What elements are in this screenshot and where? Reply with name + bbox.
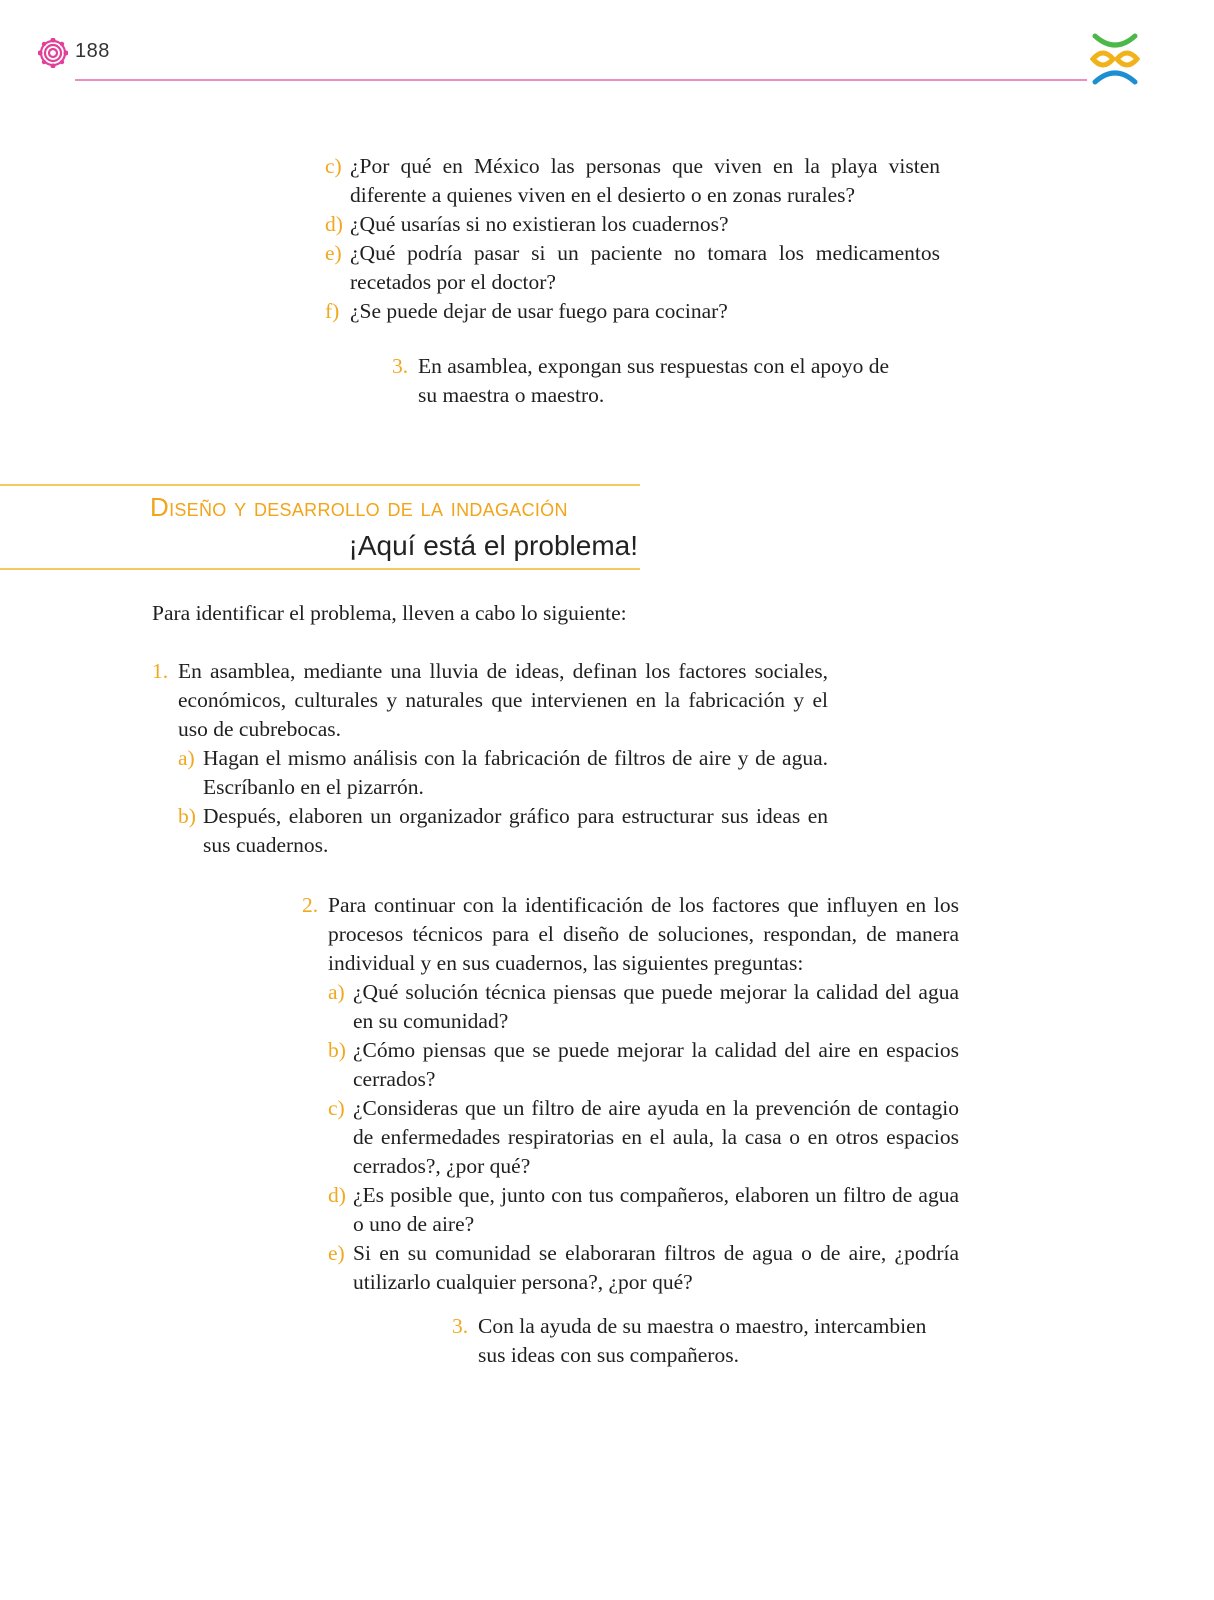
list-item-text: Hagan el mismo análisis con la fabricación de filtros de aire y de agua. Escríbanlo en el pizarrón.: [203, 746, 828, 799]
list-item: [178, 744, 828, 802]
list-marker: c): [325, 154, 342, 178]
list-item: [392, 352, 902, 410]
section-title: Diseño y desarrollo de la indagación: [150, 492, 568, 522]
list-item: [178, 802, 828, 860]
step-3: [452, 1312, 959, 1370]
list-item: [325, 152, 940, 210]
dna-icon: [1089, 32, 1141, 86]
list-item: [328, 978, 959, 1036]
step-number: 3.: [452, 1314, 469, 1338]
step-number: 1.: [152, 659, 169, 683]
list-item-text: Después, elaboren un organizador gráfico para estructurar sus ideas en sus cuadernos.: [203, 804, 828, 857]
list-item: [302, 891, 959, 978]
intro-text: Para identificar el problema, lleven a cabo lo siguiente:: [152, 601, 627, 625]
list-item-text: ¿Consideras que un filtro de aire ayuda en la prevención de contagio de enfermedades respiratorias en el aula, la casa o en otros espacios cerrados?, ¿por qué?: [353, 1096, 959, 1178]
list-marker: e): [325, 241, 342, 265]
list-item: [452, 1312, 959, 1370]
step-text: Para continuar con la identificación de los factores que influyen en los procesos técnicos para el diseño de soluciones, respondan, de manera individual y en sus cuadernos, las siguientes preguntas:: [328, 893, 959, 975]
list-item: [328, 1239, 959, 1297]
step-text: En asamblea, mediante una lluvia de ideas, definan los factores sociales, económicos, culturales y naturales que intervienen en la fabricación y el uso de cubrebocas.: [178, 659, 828, 741]
list-item: [328, 1181, 959, 1239]
section-banner-bottom-rule: [0, 568, 640, 570]
list-item-text: ¿Qué solución técnica piensas que puede mejorar la calidad del agua en su comunidad?: [353, 980, 959, 1033]
list-item-text: ¿Qué podría pasar si un paciente no tomara los medicamentos recetados por el doctor?: [350, 241, 940, 294]
list-item: [325, 297, 940, 326]
section-banner-top-rule: [0, 484, 640, 486]
top-step-3: [392, 352, 902, 410]
list-item: [328, 1036, 959, 1094]
list-marker: a): [328, 980, 345, 1004]
list-item-text: ¿Cómo piensas que se puede mejorar la calidad del aire en espacios cerrados?: [353, 1038, 959, 1091]
list-marker: d): [328, 1183, 346, 1207]
list-item: [152, 657, 828, 744]
list-item-text: Si en su comunidad se elaboraran filtros de agua o de aire, ¿podría utilizarlo cualquier persona?, ¿por qué?: [353, 1241, 959, 1294]
step-number: 2.: [302, 893, 319, 917]
step-text: En asamblea, expongan sus respuestas con el apoyo de su maestra o maestro.: [418, 354, 890, 407]
list-marker: e): [328, 1241, 345, 1265]
list-marker: c): [328, 1096, 345, 1120]
page-header: [0, 0, 1214, 100]
page-number: 188: [75, 40, 110, 62]
section-subtitle: ¡Aquí está el problema!: [348, 530, 638, 561]
list-item-text: ¿Se puede dejar de usar fuego para cocinar?: [350, 299, 728, 323]
list-marker: b): [178, 804, 196, 828]
list-marker: b): [328, 1038, 346, 1062]
step-2: [302, 891, 959, 1297]
list-marker: a): [178, 746, 195, 770]
top-question-list: [325, 152, 940, 326]
step-1: [152, 657, 828, 860]
header-rule: [75, 79, 1087, 81]
list-item: [325, 239, 940, 297]
step-text: Con la ayuda de su maestra o maestro, intercambien sus ideas con sus compañeros.: [478, 1314, 927, 1367]
list-marker: d): [325, 212, 343, 236]
step-number: 3.: [392, 354, 409, 378]
list-item-text: ¿Es posible que, junto con tus compañeros, elaboren un filtro de agua o uno de aire?: [353, 1183, 959, 1236]
flower-icon: [38, 38, 68, 68]
list-item: [325, 210, 940, 239]
list-item-text: ¿Qué usarías si no existieran los cuadernos?: [350, 212, 729, 236]
list-marker: f): [325, 299, 340, 323]
list-item: [328, 1094, 959, 1181]
list-item-text: ¿Por qué en México las personas que viven en la playa visten diferente a quienes viven en el desierto o en zonas rurales?: [350, 154, 940, 207]
